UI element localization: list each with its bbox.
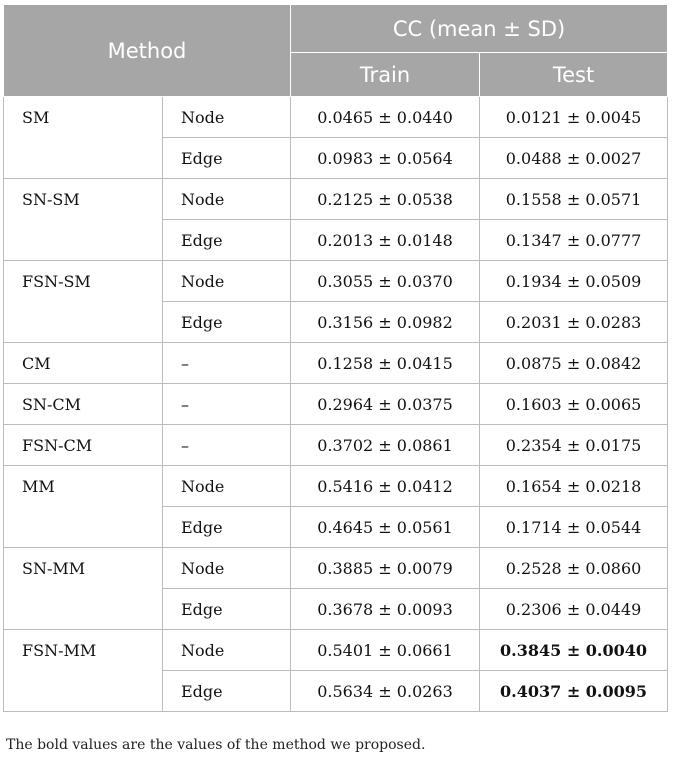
test-value: 0.2306 ± 0.0449: [480, 589, 668, 630]
train-value: 0.5634 ± 0.0263: [291, 671, 480, 712]
table-row: [4, 384, 668, 425]
train-value: 0.4645 ± 0.0561: [291, 507, 480, 548]
variant-cell: Node: [163, 630, 291, 671]
test-value: 0.1654 ± 0.0218: [480, 466, 668, 507]
table-row: [4, 343, 668, 384]
train-value: 0.3156 ± 0.0982: [291, 302, 480, 343]
variant-cell: Edge: [163, 220, 291, 261]
variant-cell: Node: [163, 466, 291, 507]
variant-cell: Edge: [163, 671, 291, 712]
table-row: [4, 548, 668, 589]
test-value: 0.0121 ± 0.0045: [480, 97, 668, 138]
variant-cell: Node: [163, 548, 291, 589]
method-cell: SN-MM: [4, 548, 163, 630]
method-cell: FSN-CM: [4, 425, 163, 466]
variant-cell: Edge: [163, 589, 291, 630]
test-value-bold: 0.3845 ± 0.0040: [480, 630, 668, 671]
method-cell: FSN-SM: [4, 261, 163, 343]
variant-cell: Node: [163, 97, 291, 138]
train-value: 0.3678 ± 0.0093: [291, 589, 480, 630]
test-value: 0.0488 ± 0.0027: [480, 138, 668, 179]
train-value: 0.2013 ± 0.0148: [291, 220, 480, 261]
method-cell: SM: [4, 97, 163, 179]
variant-cell: Edge: [163, 302, 291, 343]
variant-cell: –: [163, 343, 291, 384]
test-value: 0.1347 ± 0.0777: [480, 220, 668, 261]
variant-cell: –: [163, 425, 291, 466]
method-cell: CM: [4, 343, 163, 384]
train-value: 0.0465 ± 0.0440: [291, 97, 480, 138]
table-row: [4, 261, 668, 302]
test-value: 0.2528 ± 0.0860: [480, 548, 668, 589]
method-cell: SN-CM: [4, 384, 163, 425]
test-value: 0.2354 ± 0.0175: [480, 425, 668, 466]
table-row: [4, 179, 668, 220]
header-row-1: [4, 5, 668, 53]
variant-cell: Edge: [163, 138, 291, 179]
train-value: 0.2964 ± 0.0375: [291, 384, 480, 425]
variant-cell: –: [163, 384, 291, 425]
header-test: Test: [480, 53, 668, 97]
test-value-bold: 0.4037 ± 0.0095: [480, 671, 668, 712]
table-row: [4, 630, 668, 671]
test-value: 0.1934 ± 0.0509: [480, 261, 668, 302]
test-value: 0.0875 ± 0.0842: [480, 343, 668, 384]
test-value: 0.1603 ± 0.0065: [480, 384, 668, 425]
test-value: 0.1714 ± 0.0544: [480, 507, 668, 548]
test-value: 0.2031 ± 0.0283: [480, 302, 668, 343]
train-value: 0.1258 ± 0.0415: [291, 343, 480, 384]
results-table: [3, 4, 668, 712]
train-value: 0.2125 ± 0.0538: [291, 179, 480, 220]
train-value: 0.3055 ± 0.0370: [291, 261, 480, 302]
method-cell: MM: [4, 466, 163, 548]
test-value: 0.1558 ± 0.0571: [480, 179, 668, 220]
header-cc: CC (mean ± SD): [291, 5, 668, 53]
train-value: 0.3702 ± 0.0861: [291, 425, 480, 466]
train-value: 0.5416 ± 0.0412: [291, 466, 480, 507]
method-cell: SN-SM: [4, 179, 163, 261]
train-value: 0.3885 ± 0.0079: [291, 548, 480, 589]
train-value: 0.0983 ± 0.0564: [291, 138, 480, 179]
table-row: [4, 97, 668, 138]
header-train: Train: [291, 53, 480, 97]
variant-cell: Node: [163, 261, 291, 302]
header-method: Method: [4, 5, 291, 97]
table-row: [4, 466, 668, 507]
table-footnote: The bold values are the values of the method we proposed.: [6, 737, 426, 753]
table-row: [4, 425, 668, 466]
method-cell: FSN-MM: [4, 630, 163, 712]
variant-cell: Edge: [163, 507, 291, 548]
train-value: 0.5401 ± 0.0661: [291, 630, 480, 671]
variant-cell: Node: [163, 179, 291, 220]
